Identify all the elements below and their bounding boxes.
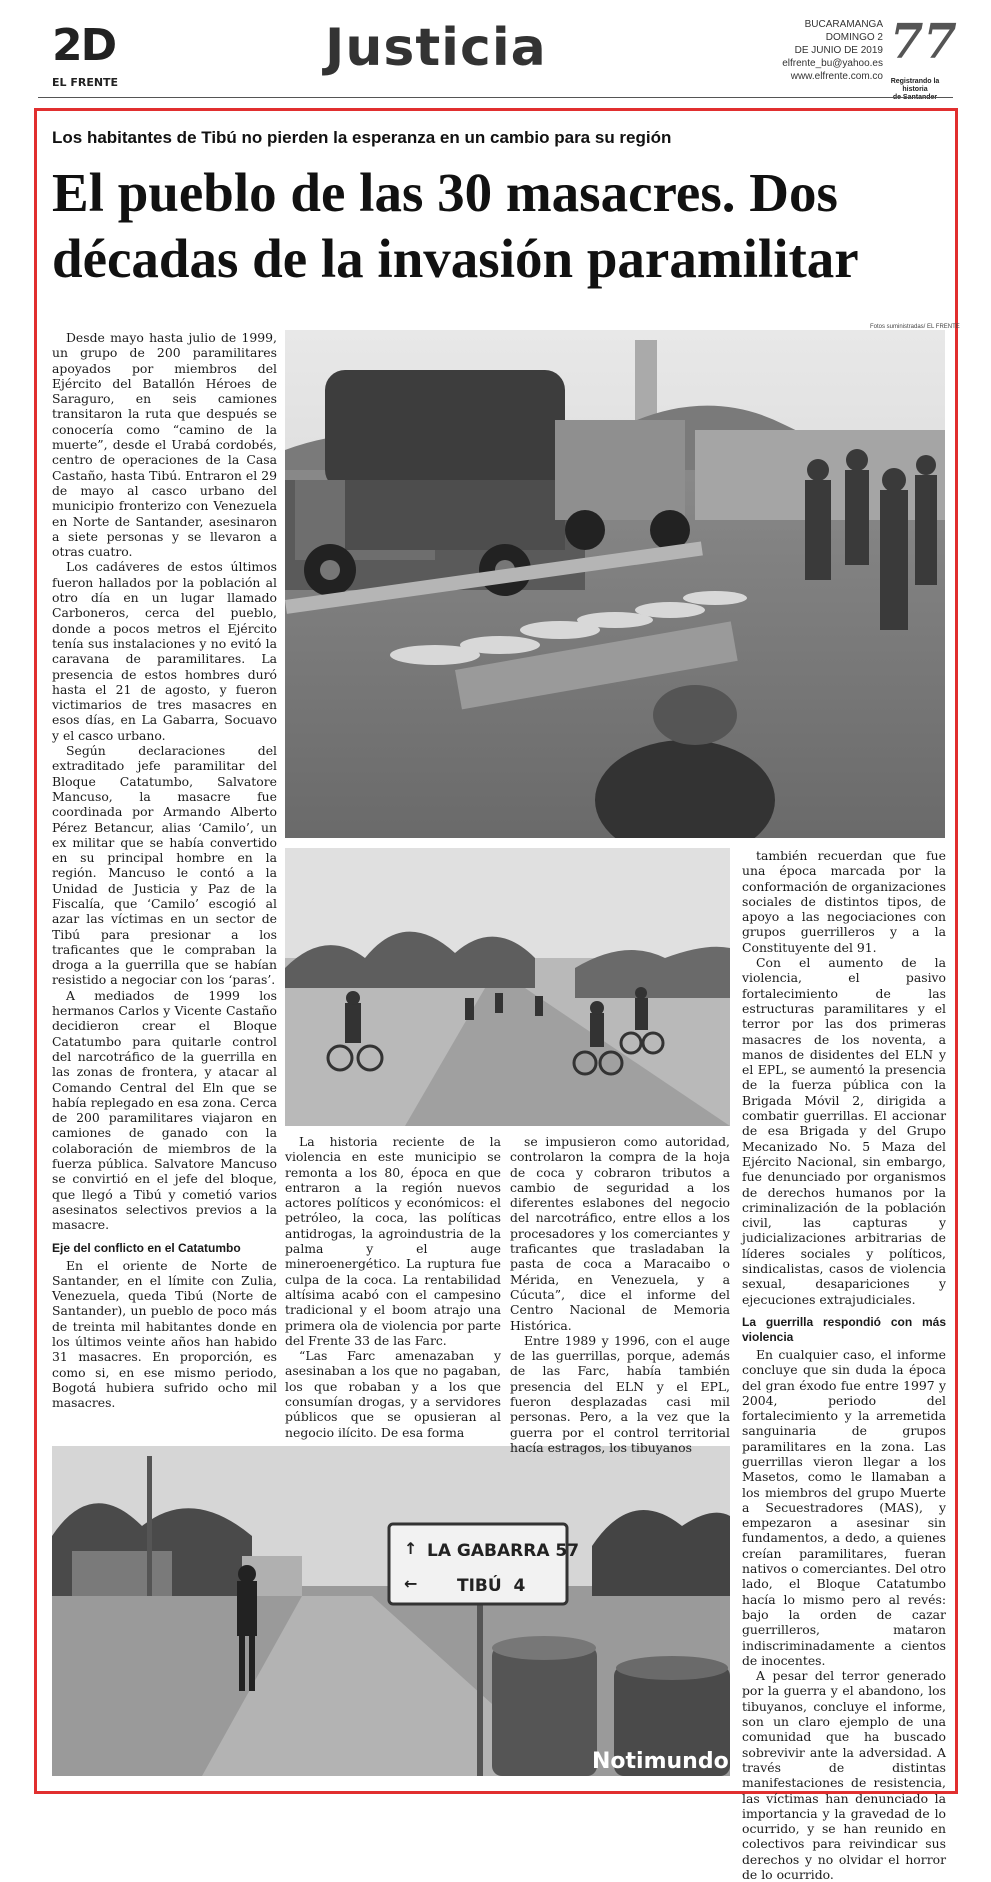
paragraph: A pesar del terror generado por la guerra y el abandono, los tibuyanos, concluye el informe, son un claro ejemplo de una comunidad que ha buscado sobrevivir ante la adversidad. A través de distintas manifestaciones de resistencia, las víctimas han denunciado la importancia y la gravedad de lo ocurrido, y se han reunido en colectivos para reivindicar sus derechos y no olvidar el horror de lo ocurrido. (742, 1668, 946, 1882)
svg-text:↑: ↑ (404, 1539, 418, 1558)
logo-tagline: Registrando la historia (890, 78, 940, 93)
city: BUCARAMANGA (804, 19, 883, 30)
subhead-conflict: Eje del conflicto en el Catatumbo (52, 1240, 241, 1255)
article-column-4 (742, 848, 946, 1882)
anniversary-logo (884, 14, 957, 93)
col4b-paragraphs (742, 1347, 946, 1882)
photo-trucks (285, 330, 945, 838)
article-column-3 (510, 1134, 730, 1455)
email-link[interactable]: elfrente_bu@yahoo.es (782, 58, 883, 69)
article-column-2 (285, 1134, 501, 1440)
subhead-guerrilla: La guerrilla respondió con más violencia (742, 1314, 946, 1344)
col3-paragraphs (510, 1134, 730, 1455)
website-link[interactable]: www.elfrente.com.co (790, 71, 883, 82)
road-sign-line-2: TIBÚ 4 (457, 1576, 526, 1596)
road-sign-line-1: LA GABARRA 57 (427, 1541, 580, 1561)
photo-road-sign (52, 1446, 730, 1776)
paragraph: Según declaraciones del extraditado jefe paramilitar del Bloque Catatumbo, Salvatore Mancuso, la masacre fue coordinada por Armando Alberto Pérez Betancur, alias ‘Camilo’, un ex militar que se había convertido en su principal hombre en la región. Mancuso le contó a la Unidad de Justicia y Paz de la Fiscalía, que ‘Camilo’ escogió al azar las víctimas en un sector de Tibú para presionar a los traficantes que le compraban la droga a la guerrilla que se habían resistido a negociar con los ‘paras’. (52, 743, 277, 988)
col4-paragraphs (742, 848, 946, 1307)
paragraph: Los cadáveres de estos últimos fueron hallados por la población al otro día en un lugar llamado Carboneros, cerca del pueblo, donde a pocos metros el Ejército tenía sus instalaciones y no evitó la caravana de paramilitares. La presencia de estos hombres duró hasta el 21 de agosto, y fueron victimarios de tres masacres en esos días, en La Gabarra, Socuavo y el casco urbano. (52, 559, 277, 743)
paragraph: Entre 1989 y 1996, con el auge de las guerrillas, porque, además de las Farc, había también presencia del ELN y el EPL, fueron desplazadas casi mil personas. Pero, a la vez que la guerra por el control territorial hacía estragos, los tibuyanos (510, 1332, 730, 1455)
section-title: Justicia (325, 18, 547, 78)
paragraph: A mediados de 1999 los hermanos Carlos y Vicente Castaño decidieron crear el Bloque Catatumbo para quitarle control del narcotráfico de la guerrilla en las zonas de frontera, y atacar al Comando Central del Eln que se había replegado en esa zona. Cerca de 200 paramilitares viajaron en camiones de ganado con la colaboración de miembros de la fuerza pública. Salvatore Mancuso se convirtió en el jefe del bloque, que llegó a Tibú y cometió varios asesinatos selectivos previos a la masacre. (52, 987, 277, 1233)
date-line-1: DOMINGO 2 (825, 32, 883, 43)
article-column-1 (52, 330, 277, 1410)
logo-number: 77 (890, 14, 957, 70)
col1-paragraphs (52, 330, 277, 1233)
article-kicker: Los habitantes de Tibú no pierden la esperanza en un cambio para su región (52, 128, 672, 147)
paragraph: Con el aumento de la violencia, el pasivo fortalecimiento de las estructuras paramilitares y el terror por las dos primeras masacres de los noventa, a manos de disidentes del ELN y el EPL, se aumentó la presencia de la fuerza pública con la Brigada Móvil 2, dirigida a combatir guerrillas. El accionar de esa Brigada y del Grupo Mecanizado No. 5 Maza del Ejército Nacional, sin embargo, fue denunciado por organismos de derechos humanos por la criminalización de la población civil, las capturas y judicializaciones arbitrarias de líderes sociales y políticos, sindicalistas, casos de violencia sexual, desapariciones y ejecuciones extrajudiciales. (742, 955, 946, 1307)
paragraph: Desde mayo hasta julio de 1999, un grupo de 200 paramilitares apoyados por miembros del Ejército del Batallón Héroes de Saraguro, en seis camiones transitaron la ruta que después se conocería como “camino de la muerte”, desde el Urabá cordobés, centro de operaciones de la Casa Castaño, hasta Tibú. Entraron el 29 de mayo al casco urbano del municipio fronterizo con Venezuela en Norte de Santander, asesinaron a siete personas y se llevaron a otras cuatro. (52, 330, 277, 560)
photo-watermark: Notimundo (592, 1749, 729, 1774)
paragraph: también recuerdan que fue una época marcada por la conformación de organizaciones sociales de distintos tipos, de apoyo a las negociaciones con grupos guerrilleros y a la Constituyente del 91. (742, 848, 946, 955)
svg-text:←: ← (404, 1574, 418, 1593)
header-rule (38, 97, 953, 98)
col1b-paragraphs (52, 1258, 277, 1411)
date-line-2: DE JUNIO DE 2019 (794, 45, 883, 56)
paragraph: La historia reciente de la violencia en este municipio se remonta a los 80, época en que entraron a la región nuevos actores políticos y económicos: el petróleo, la coca, las políticas antidrogas, la agroindustria de la palma y el auge mineroenergético. La ruptura fue culpa de la coca. La rentabilidad altísima acabó con el campesino tradicional y el boom atrajo una primera ola de violencia por parte del Frente 33 de las Farc. (285, 1134, 501, 1348)
article-headline: El pueblo de las 30 masacres. Dos décadas de la invasión paramilitar (52, 162, 859, 289)
photo-cyclists (285, 848, 730, 1126)
page-number: 2D (52, 20, 116, 71)
photo-credit: Fotos suministradas/ EL FRENTE (870, 324, 960, 330)
paragraph: se impusieron como autoridad, controlaron la compra de la hoja de coca y cobraron tributos a cambio de seguridad a los diferentes eslabones del negocio del narcotráfico, entre ellos a los procesadores y los comerciantes y traficantes que trasladaban la pasta de coca a Maracaibo o Mérida, en Venezuela, y a Cúcuta”, dice el informe del Centro Nacional de Memoria Histórica. (510, 1134, 730, 1333)
paragraph: “Las Farc amenazaban y asesinaban a los que no pagaban, los que robaban y a los que consumían drogas, y a servidores públicos que se opusieran al negocio ilícito. De esa forma (285, 1348, 501, 1440)
masthead-info (782, 18, 883, 83)
paragraph: En cualquier caso, el informe concluye que sin duda la época del gran éxodo fue entre 1997 y 2004, periodo del fortalecimiento y la arremetida sanguinaria de grupos paramilitares en la zona. Las guerrillas vieron llegar a los Masetos, como le llamaban a los miembros del grupo Muerte a Secuestradores (MAS), y empezaron a asesinar sin fundamentos, a dedo, a quienes creían paramilitares, fueran nativos o comerciantes. Del otro lado, el Bloque Catatumbo hacía lo mismo pero al revés: bajo la orden de cazar guerrilleros, mataron indiscriminadamente a cientos de inocentes. (742, 1346, 946, 1668)
col2-paragraphs (285, 1134, 501, 1440)
paragraph: En el oriente de Norte de Santander, en el límite con Zulia, Venezuela, queda Tibú (Norte de Santander), un pueblo de poco más de treinta mil habitantes donde en los últimos veinte años han habido 31 masacres. En proporción, es como si, en ese mismo periodo, Bogotá hubiera sufrido ocho mil masacres. (52, 1257, 277, 1411)
newspaper-brand: EL FRENTE (52, 76, 119, 89)
